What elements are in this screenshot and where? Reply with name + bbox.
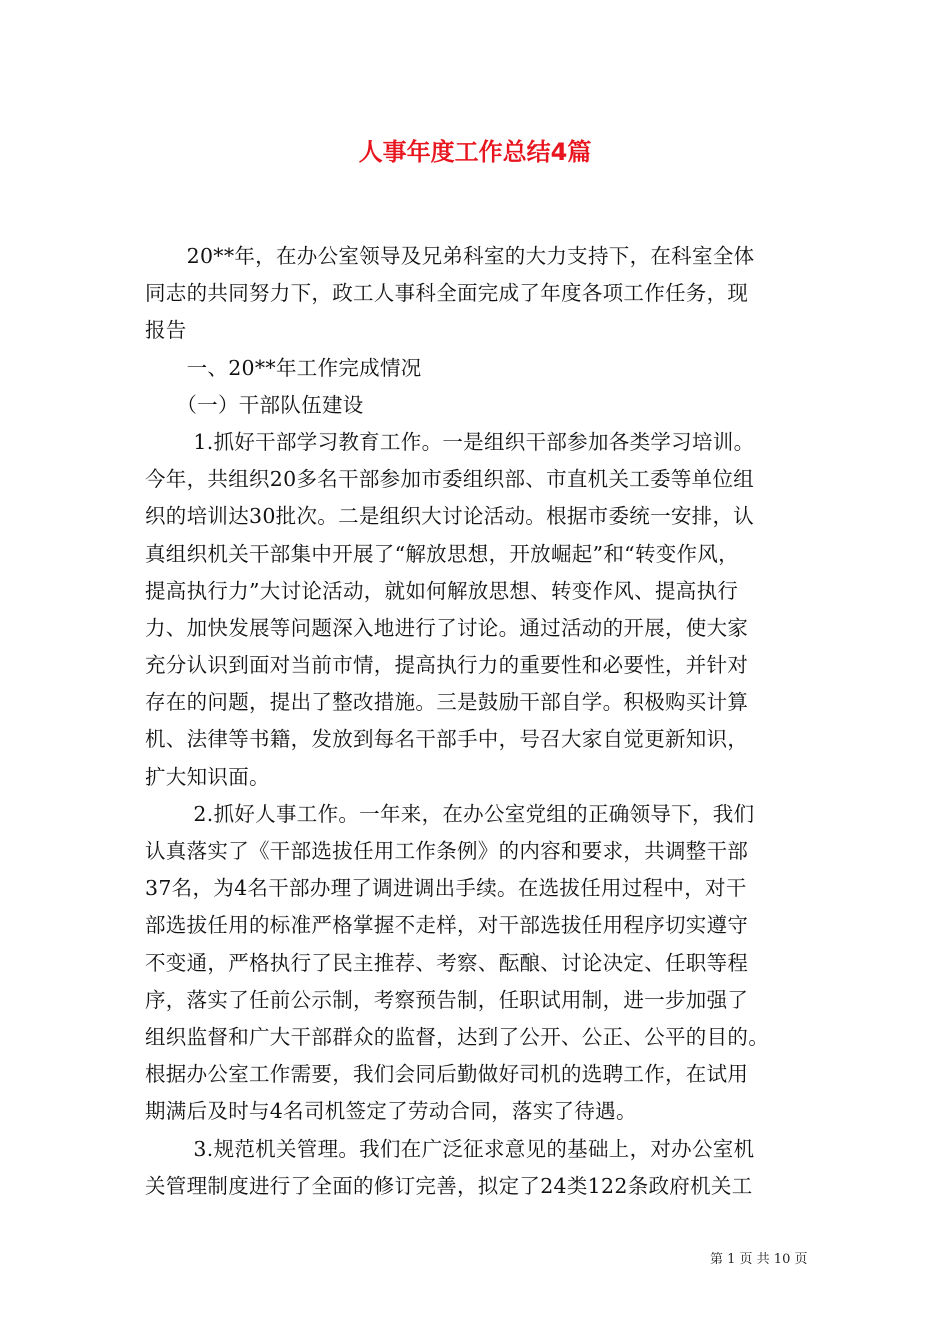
text-line: 2.抓好人事工作。一年来，在办公室党组的正确领导下，我们 bbox=[145, 801, 755, 826]
text-line: 认真落实了《干部选拔任用工作条例》的内容和要求，共调整干部 bbox=[145, 839, 749, 863]
text-line: 机、法律等书籍，发放到每名干部手中，号召大家自觉更新知识， bbox=[145, 727, 749, 752]
text-line: 20**年，在办公室领导及兄弟科室的大力支持下，在科室全体 bbox=[145, 244, 755, 268]
text-line: 期满后及时与4名司机签定了劳动合同，落实了待遇。 bbox=[145, 1099, 637, 1124]
text-line: 组织监督和广大干部群众的监督，达到了公开、公正、公平的目的。 bbox=[145, 1024, 769, 1049]
text-line: 一、20**年工作完成情况 bbox=[145, 355, 422, 380]
text-line: 充分认识到面对当前市情，提高执行力的重要性和必要性，并针对 bbox=[145, 653, 749, 678]
text-line: 织的培训达30批次。二是组织大讨论活动。根据市委统一安排，认 bbox=[145, 504, 755, 529]
text-line: 关管理制度进行了全面的修订完善，拟定了24类122条政府机关工 bbox=[145, 1173, 753, 1198]
text-line: 真组织机关干部集中开展了“解放思想，开放崛起”和“转变作风， bbox=[145, 541, 739, 566]
page-number: 第 1 页 共 10 页 bbox=[710, 1252, 808, 1267]
text-line: 根据办公室工作需要，我们会同后勤做好司机的选聘工作，在试用 bbox=[145, 1062, 749, 1087]
text-line: 37名，为4名干部办理了调进调出手续。在选拔任用过程中，对干 bbox=[145, 876, 747, 901]
text-line: 扩大知识面。 bbox=[145, 764, 270, 789]
text-line: （一）干部队伍建设 bbox=[145, 392, 364, 417]
document-body bbox=[145, 238, 825, 1205]
text-line: 序，落实了任前公示制，考察预告制，任职试用制，进一步加强了 bbox=[145, 987, 749, 1012]
text-line: 部选拔任用的标准严格掌握不走样，对干部选拔任用程序切实遵守 bbox=[145, 913, 749, 938]
text-line: 1.抓好干部学习教育工作。一是组织干部参加各类学习培训。 bbox=[145, 429, 755, 454]
text-line: 报告 bbox=[145, 318, 187, 343]
text-line: 今年，共组织20多名干部参加市委组织部、市直机关工委等单位组 bbox=[145, 467, 755, 492]
text-line: 提高执行力”大讨论活动，就如何解放思想、转变作风、提高执行 bbox=[145, 578, 739, 603]
document-title: 人事年度工作总结4篇 bbox=[358, 138, 592, 166]
text-line: 存在的问题，提出了整改措施。三是鼓励干部自学。积极购买计算 bbox=[145, 690, 749, 715]
text-line: 3.规范机关管理。我们在广泛征求意见的基础上，对办公室机 bbox=[145, 1136, 755, 1161]
text-line: 不变通，严格执行了民主推荐、考察、酝酿、讨论决定、任职等程 bbox=[145, 950, 749, 975]
text-line: 同志的共同努力下，政工人事科全面完成了年度各项工作任务，现 bbox=[145, 281, 749, 306]
text-line: 力、加快发展等问题深入地进行了讨论。通过活动的开展，使大家 bbox=[145, 615, 749, 640]
